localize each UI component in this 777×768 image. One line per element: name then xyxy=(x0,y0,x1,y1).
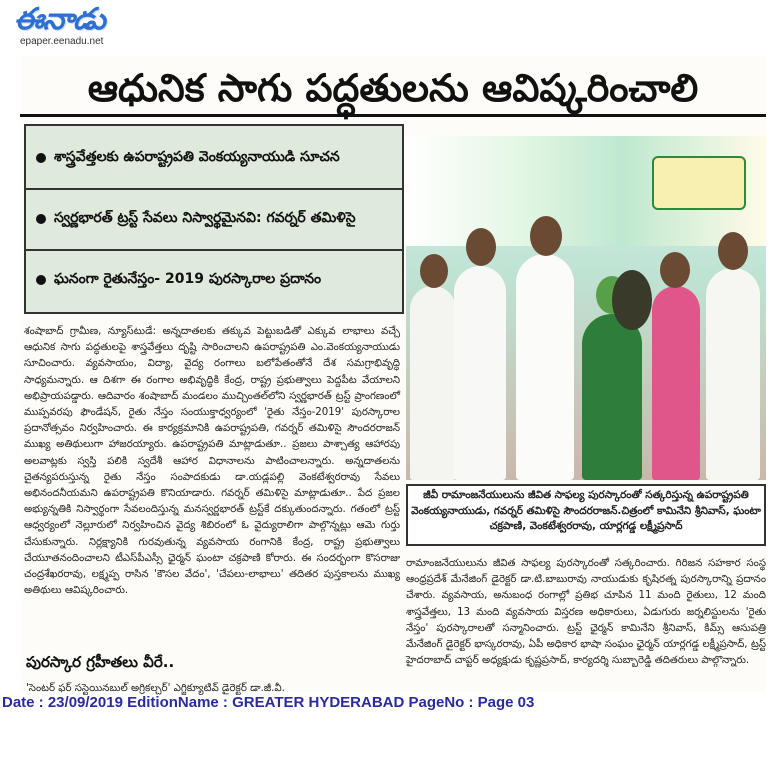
bullet-dot-icon xyxy=(36,275,46,285)
masthead xyxy=(14,4,124,50)
person-figure xyxy=(706,268,760,480)
epaper-url: epaper.eenadu.net xyxy=(20,36,104,47)
body-paragraph: రామాంజనేయులును జీవిత సాఫల్య పురస్కారంతో సత్కరించారు. గిరిజన సహకార సంస్థ ఆంధ్రప్రదేశ్ మేనేజింగ్ డైరెక్టర్ డా.టి.బాబురావు నాయుడుకు కృషిరత్న పురస్కారాన్ని ప్రదానం చేశారు. వ్యవసాయ, అనుబంధ రంగాల్లో ప్రతిభ చూపిన 11 మంది రైతులు, 12 మంది శాస్త్రవేత్తలు, 13 మంది వ్యవసాయ విస్తరణ అధికారులు, ఏడుగురు జర్నలిస్టులను 'రైతు నేస్తం' పురస్కారాలతో సన్మానించారు. ట్రస్ట్ ఛైర్మన్ కామినేని శ్రీనివాస్, కిమ్స్ ఆసుపత్రి మేనేజింగ్ డైరెక్టర్ భాస్కరరావు, ఏపీ అధికార భాషా సంఘం ఛైర్మన్ యార్లగడ్డ లక్ష్మీప్రసాద్, ట్రస్ట్ హైదరాబాద్ చాప్టర్ అధ్యక్షుడు కృష్ణప్రసాద్, కార్యదర్శి సుబ్బారెడ్డి తదితరులు పాల్గొన్నారు. xyxy=(406,558,766,667)
event-logo-board xyxy=(652,156,746,210)
person-figure xyxy=(652,286,700,480)
person-figure xyxy=(454,266,506,480)
photo-caption: జీవీ రామాంజనేయులును జీవిత సాఫల్య పురస్కారంతో సత్కరిస్తున్న ఉపరాష్ట్రపతి వెంకయ్యనాయుడు, గవర్నర్ తమిళిసై సౌందరరాజన్.చిత్రంలో కామినేని శ్రీనివాస్, ఘంటా చక్రపాణి, వెంకటేశ్వరరావు, యార్లగడ్డ లక్ష్మీప్రసాద్ xyxy=(406,484,766,546)
article-body xyxy=(24,324,400,599)
article-tail: 'సెంటర్ ఫర్ సస్టెయినబుల్ అగ్రికల్చర్' ఎగ్జిక్యూటివ్ డైరెక్టర్ డా.జీ.వీ. xyxy=(26,683,285,694)
person-head xyxy=(660,252,690,288)
summary-bullets xyxy=(24,124,404,314)
bullet-text: స్వర్ణభారత్ ట్రస్ట్ సేవలు నిస్వార్థమైనవి: గవర్నర్ తమిళిసై xyxy=(54,209,356,226)
bullet-dot-icon xyxy=(36,153,46,163)
eenadu-logo: ఈనాడు xyxy=(14,2,105,37)
person-head xyxy=(466,228,496,266)
awardees-subhead: పురస్కార గ్రహీతలు వీరే.. xyxy=(26,653,175,671)
body-paragraph: శంషాబాద్ గ్రామీణ, న్యూస్‌టుడే: అన్నదాతలకు తక్కువ పెట్టుబడితో ఎక్కువ లాభాలు వచ్చే ఆధునిక సాగు పద్ధతులపై శాస్త్రవేత్తలు దృష్టి సారించాలని ఉపరాష్ట్రపతి ఎం.వెంకయ్యనాయుడు సూచించారు. వ్యవసాయం, విద్యా, వైద్య రంగాలు బలోపేతంతోనే దేశ సమగ్రాభివృద్ధి సాధ్యమన్నారు. ఆ దిశగా ఈ రంగాల అభివృద్ధికి కేంద్ర, రాష్ట్ర ప్రభుత్వాలు పెద్దపీట వేయాలని అభిప్రాయపడ్డారు. ఆదివారం శంషాబాద్ మండలం ముచ్చింతల్‌లోని స్వర్ణభారత్ ట్రస్ట్ ప్రాంగణంలో ముప్పవరపు ఫౌండేషన్, రైతు నేస్తం సంయుక్తాధ్వర్యంలో 'రైతు నేస్తం-2019' పురస్కారాల ప్రదానోత్సవం నిర్వహించారు. ఈ కార్యక్రమానికి ఉపరాష్ట్రపతి, గవర్నర్ తమిళిసై సౌందరరాజన్ ముఖ్య అతిథులుగా హాజరయ్యారు. ఉపరాష్ట్రపతి మాట్లాడుతూ.. ప్రజలు పాశ్చాత్య ఆహారపు అలవాట్లకు స్వస్తి పలికి స్వదేశీ ఆహార విధానాలను పాటించాలన్నారు. అన్నదాతలను చైతన్యపరుస్తున్న రైతు నేస్తం సంపాదకుడు డా.యడ్లపల్లి వెంకటేశ్వరరావు సేవలు అభినందనీయమని ఉపరాష్ట్రపతి కొనియాడారు. గవర్నర్ తమిళిసై మాట్లాడుతూ.. పేద ప్రజల అభ్యున్నతికి నిస్వార్థంగా సేవలందిస్తున్న మనస్వర్ణభారత్ ట్రస్ట్‌కే దక్కుతుందన్నారు. గతంలో ట్రస్ట్ ఆధ్వర్యంలో నెల్లూరులో నిర్వహించిన వైద్య శిబిరంలో ఓ వైద్యురాలిగా పాల్గొన్నట్లు ఆమె గుర్తు చేసుకున్నారు. నిర్లక్ష్యానికి గురవుతున్న వ్యవసాయ రంగానికి కేంద్ర, రాష్ట్ర ప్రభుత్వాలు చేయూతనందించాలని టీఎస్‌పీఎస్సీ ఛైర్మన్ ఘంటా చక్రపాణి కోరారు. ఈ సందర్భంగా కొసరాజు చంద్రశేఖరరావు, లక్ష్మప్ప రాసిన 'కౌసల వేదం', 'చేపలు-లాభాలు' తదితర పుస్తకాలను ముఖ్య అతిథులు ఆవిష్కరించారు. xyxy=(24,326,400,597)
headline: ఆధునిక సాగు పద్ధతులను ఆవిష్కరించాలి xyxy=(20,62,766,117)
person-head xyxy=(420,254,448,288)
event-photo xyxy=(406,136,766,480)
person-head xyxy=(530,216,562,256)
seated-awardee xyxy=(582,314,642,480)
bullet-dot-icon xyxy=(36,214,46,224)
bullet-item xyxy=(26,189,402,251)
bullet-item xyxy=(26,250,402,310)
article-column-2 xyxy=(406,556,766,669)
person-figure xyxy=(410,286,456,480)
bullet-text: ఘనంగా రైతునేస్తం- 2019 పురస్కారాల ప్రదానం xyxy=(54,270,322,287)
person-figure xyxy=(516,254,574,480)
memento-plaque xyxy=(612,270,652,330)
edition-footer: Date : 23/09/2019 EditionName : GREATER HYDERABAD PageNo : Page 03 xyxy=(2,694,535,711)
news-clipping xyxy=(20,56,766,692)
bullet-item xyxy=(26,128,402,190)
bullet-text: శాస్త్రవేత్తలకు ఉపరాష్ట్రపతి వెంకయ్యనాయుడి సూచన xyxy=(54,148,340,165)
person-head xyxy=(718,232,748,270)
